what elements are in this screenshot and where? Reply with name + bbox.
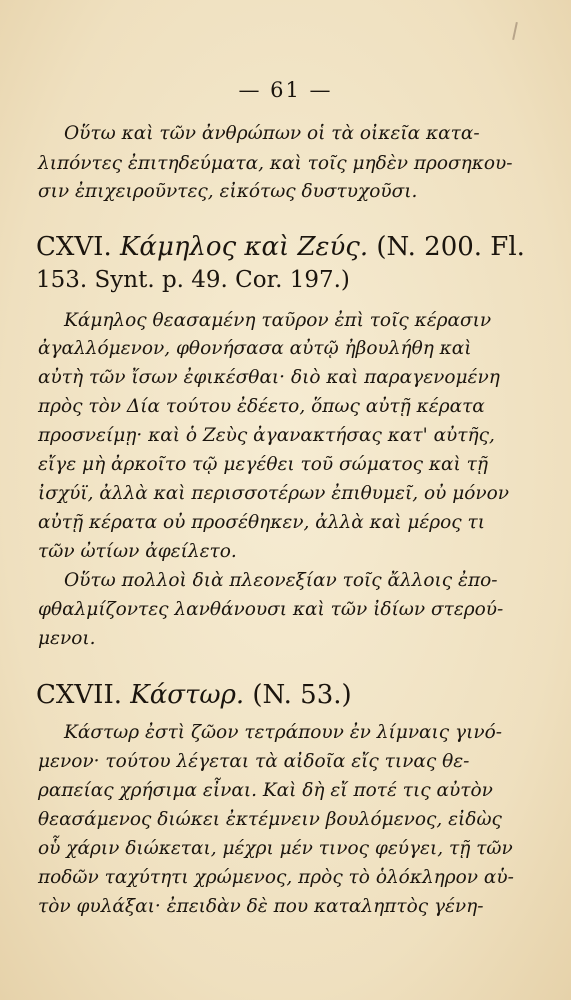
- text-line: ποδῶν ταχύτητι χρώμενος, πρὸς τὸ ὁλόκληρον αὑ-: [38, 867, 514, 888]
- text-line: οὗ χάριν διώκεται, μέχρι μέν τινος φεύγει, τῇ τῶν: [38, 838, 513, 859]
- fable-refs: (N. 200. Fl.: [376, 232, 525, 262]
- text-line: Οὕτω πολλοὶ διὰ πλεονεξίαν τοῖς ἄλλοις ἐπο-: [64, 570, 498, 591]
- text-line: εἴγε μὴ ἀρκοῖτο τῷ μεγέθει τοῦ σώματος καὶ τῇ: [38, 454, 488, 475]
- text-line: σιν ἐπιχειροῦντες, εἰκότως δυστυχοῦσι.: [38, 181, 418, 202]
- text-line: μενοι.: [38, 628, 96, 649]
- fable-refs: (N. 53.): [252, 680, 352, 710]
- fable-title: Κάστωρ.: [130, 680, 245, 710]
- text-line: αὐτῇ κέρατα οὐ προσέθηκεν, ἀλλὰ καὶ μέρος τι: [38, 512, 486, 533]
- text-line: προσνείμῃ· καὶ ὁ Ζεὺς ἀγανακτήσας κατ' αὐτῆς,: [38, 425, 495, 446]
- fable-heading: [36, 680, 352, 710]
- page-number: — 61 —: [238, 78, 333, 102]
- fable-title: Κάμηλος καὶ Ζεύς.: [119, 232, 369, 262]
- text-line: μενον· τούτου λέγεται τὰ αἰδοῖα εἴς τινας θε-: [38, 751, 470, 772]
- fable-heading: [36, 232, 525, 262]
- text-line: θεασάμενος διώκει ἐκτέμνειν βουλόμενος, εἰδὼς: [38, 809, 502, 830]
- text-line: τὸν φυλάξαι· ἐπειδὰν δὲ που καταληπτὸς γένη-: [38, 896, 484, 917]
- text-line: λιπόντες ἐπιτηδεύματα, καὶ τοῖς μηδὲν προσηκου-: [38, 153, 513, 174]
- text-line: ραπείας χρήσιμα εἶναι. Καὶ δὴ εἴ ποτέ τις αὐτὸν: [38, 780, 493, 801]
- text-line: ἰσχύϊ, ἀλλὰ καὶ περισσοτέρων ἐπιθυμεῖ, οὐ μόνον: [38, 483, 510, 504]
- fable-numeral: CXVII.: [36, 680, 122, 710]
- text-line: Οὕτω καὶ τῶν ἀνθρώπων οἱ τὰ οἰκεῖα κατα-: [64, 123, 480, 144]
- text-line: φθαλμίζοντες λανθάνουσι καὶ τῶν ἰδίων στερού-: [38, 599, 504, 620]
- text-line: Κάστωρ ἐστὶ ζῶον τετράπουν ἐν λίμναις γινό-: [64, 722, 502, 743]
- fable-numeral: CXVI.: [36, 232, 112, 262]
- text-line: ἀγαλλόμενον, φθονήσασα αὐτῷ ἠβουλήθη καὶ: [38, 338, 472, 359]
- text-line: Κάμηλος θεασαμένη ταῦρον ἐπὶ τοῖς κέρασιν: [64, 310, 492, 331]
- text-line: αὐτὴ τῶν ἴσων ἐφικέσθαι· διὸ καὶ παραγενομένη: [38, 367, 500, 388]
- page-mark: [512, 22, 518, 40]
- text-line: τῶν ὠτίων ἀφείλετο.: [38, 541, 237, 562]
- fable-refs-continued: 153. Synt. p. 49. Cor. 197.): [36, 267, 350, 293]
- text-line: πρὸς τὸν Δία τούτου ἐδέετο, ὅπως αὐτῇ κέρατα: [38, 396, 485, 417]
